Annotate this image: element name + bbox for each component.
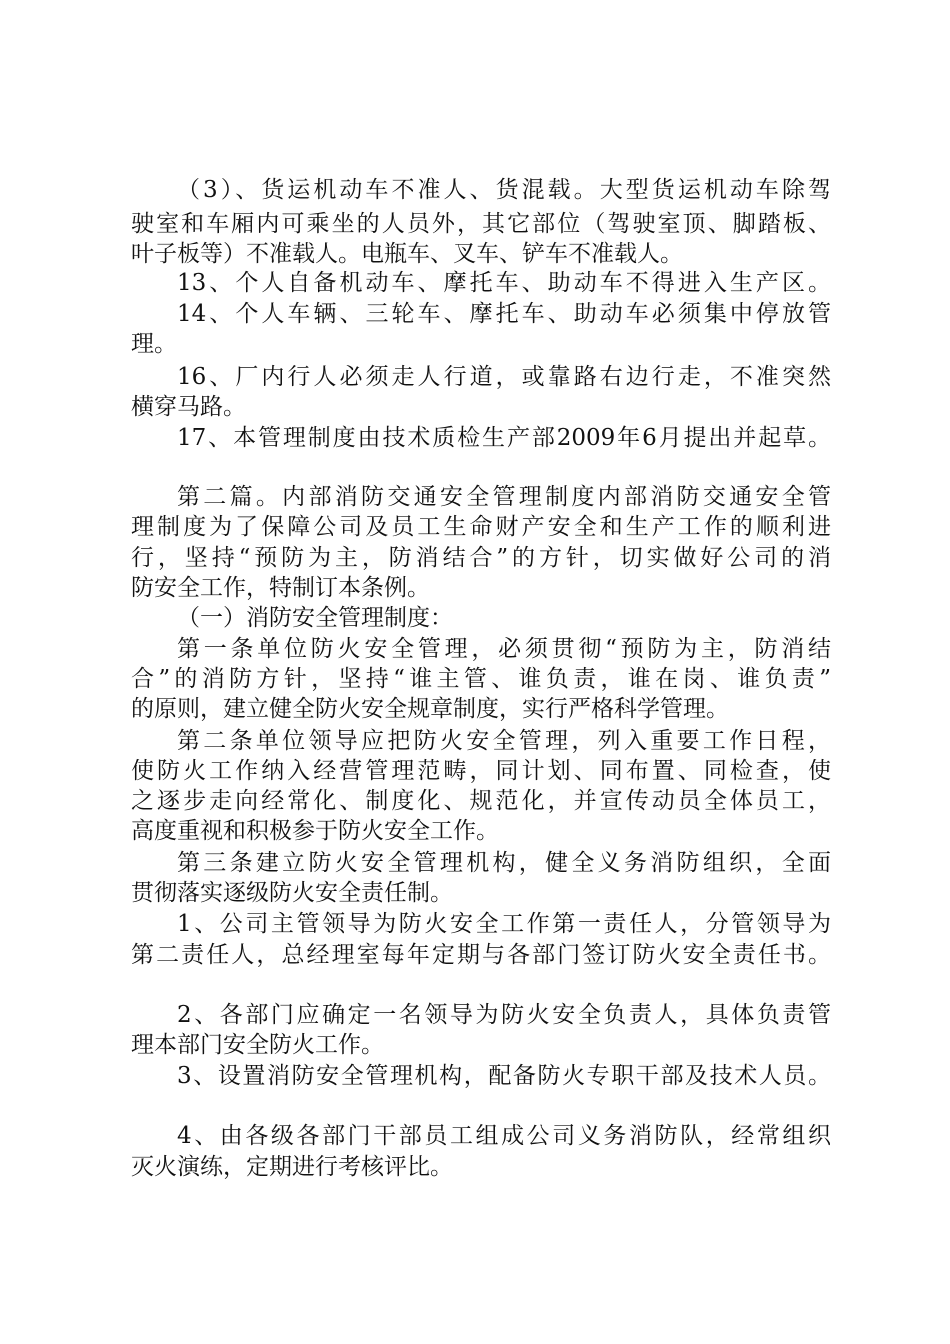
paragraph-line: 1、公司主管领导为防火安全工作第一责任人，分管领导为 [177,911,831,937]
paragraph-line: 叶子板等）不准载人。电瓶车、叉车、铲车不准载人。 [131,241,683,267]
paragraph-line: 13、个人自备机动车、摩托车、助动车不得进入生产区。 [177,270,831,296]
paragraph-line: 之逐步走向经常化、制度化、规范化，并宣传动员全体员工， [131,788,831,814]
paragraph-line: 理制度为了保障公司及员工生命财产安全和生产工作的顺利进 [131,514,831,540]
paragraph-line: 横穿马路。 [131,394,246,420]
paragraph-line: 的原则，建立健全防火安全规章制度，实行严格科学管理。 [131,696,729,722]
paragraph-line: 理。 [131,331,177,357]
paragraph-line: 合”的消防方针，坚持“谁主管、谁负责，谁在岗、谁负责” [131,666,831,692]
paragraph-line: 第二篇。内部消防交通安全管理制度内部消防交通安全管 [177,484,831,510]
section-heading: （一）消防安全管理制度： [177,605,453,631]
paragraph-line: 4、由各级各部门干部员工组成公司义务消防队，经常组织 [177,1123,831,1149]
paragraph-line: 16、厂内行人必须走人行道，或靠路右边行走，不准突然 [177,364,831,390]
paragraph-line: 第二条单位领导应把防火安全管理，列入重要工作日程， [177,728,831,754]
paragraph-line: 高度重视和积极参于防火安全工作。 [131,818,499,844]
paragraph-line: 2、各部门应确定一名领导为防火安全负责人，具体负责管 [177,1002,831,1028]
paragraph-line: 14、个人车辆、三轮车、摩托车、助动车必须集中停放管 [177,301,831,327]
paragraph-line: 3、设置消防安全管理机构，配备防火专职干部及技术人员。 [177,1063,831,1089]
paragraph-line: 贯彻落实逐级防火安全责任制。 [131,880,453,906]
paragraph-line: 使防火工作纳入经营管理范畴，同计划、同布置、同检查，使 [131,758,831,784]
paragraph-line: （3）、货运机动车不准人、货混载。大型货运机动车除驾 [177,177,831,203]
paragraph-line: 灭火演练，定期进行考核评比。 [131,1154,453,1180]
paragraph-line: 驶室和车厢内可乘坐的人员外，其它部位（驾驶室顶、脚踏板、 [131,211,831,237]
paragraph-line: 理本部门安全防火工作。 [131,1032,384,1058]
paragraph-line: 防安全工作，特制订本条例。 [131,575,430,601]
paragraph-line: 行，坚持“预防为主，防消结合”的方针，切实做好公司的消 [131,545,831,571]
paragraph-line: 第二责任人，总经理室每年定期与各部门签订防火安全责任书。 [131,942,831,968]
paragraph-line: 第三条建立防火安全管理机构，健全义务消防组织，全面 [177,850,831,876]
paragraph-line: 17、本管理制度由技术质检生产部2009年6月提出并起草。 [177,425,831,451]
paragraph-line: 第一条单位防火安全管理，必须贯彻“预防为主，防消结 [177,636,831,662]
